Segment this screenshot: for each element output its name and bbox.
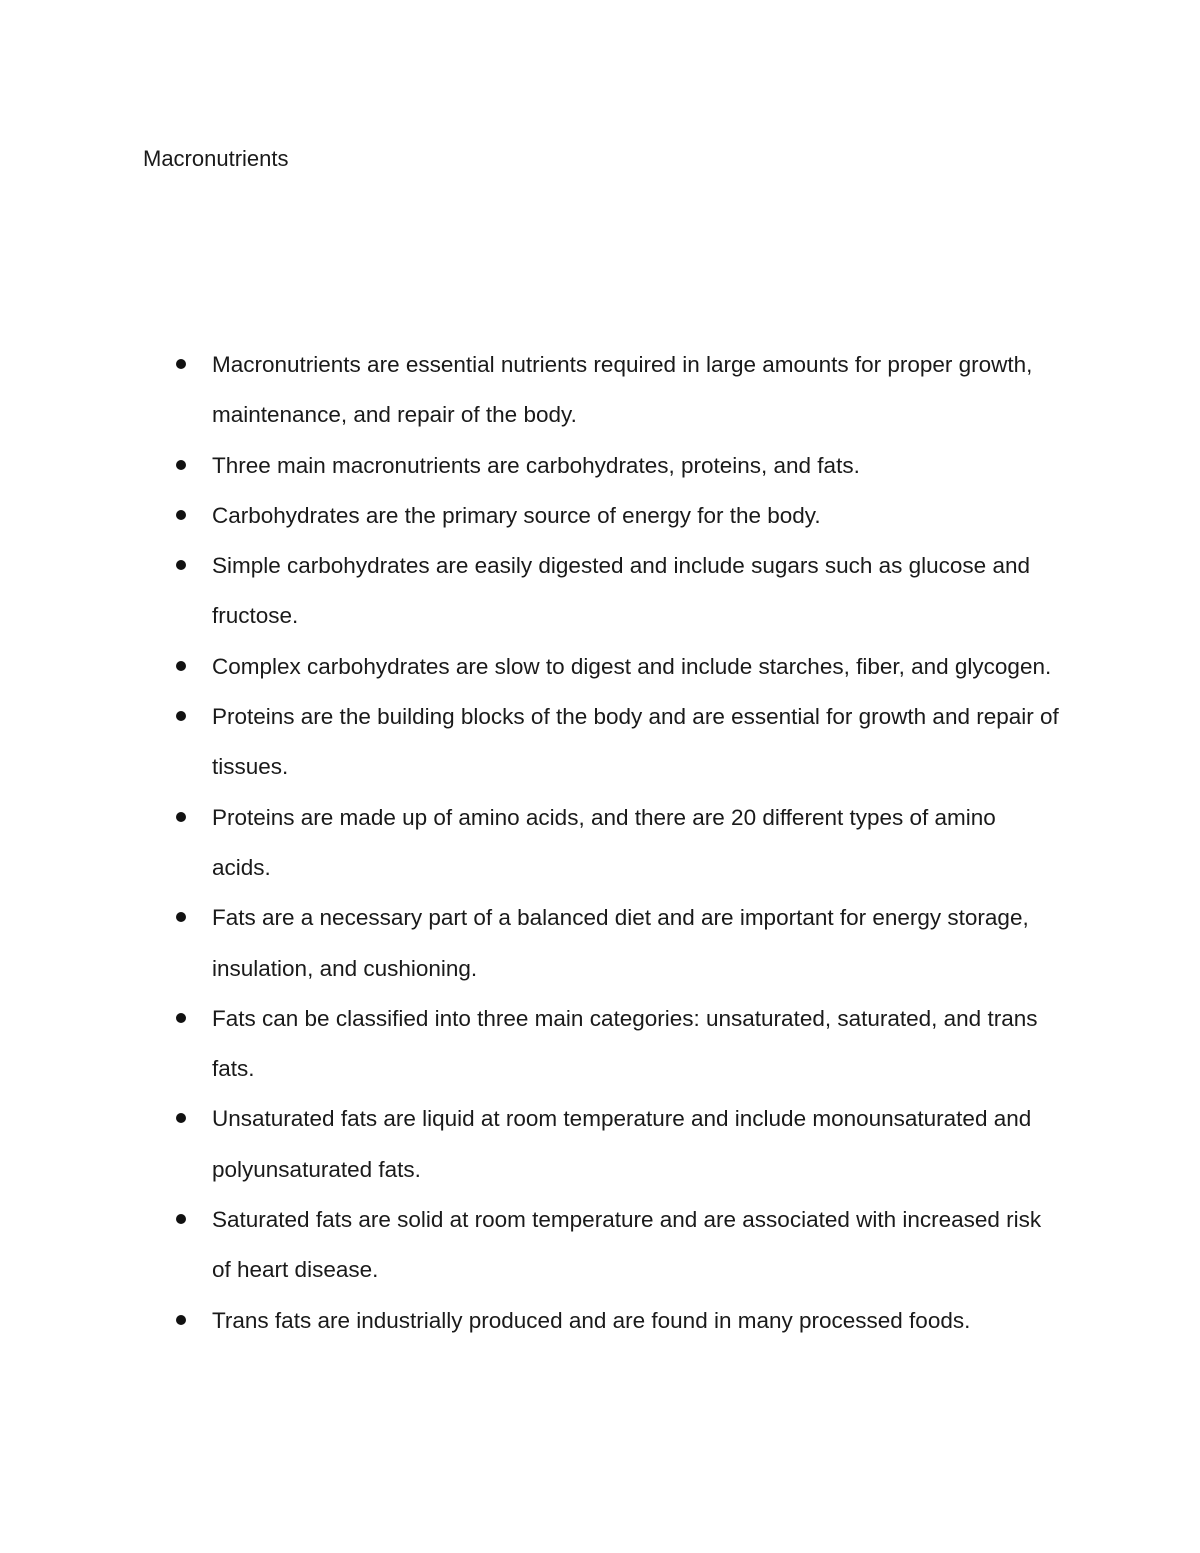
list-item bbox=[0, 793, 1200, 894]
list-item bbox=[0, 441, 1200, 491]
list-item bbox=[0, 1094, 1200, 1195]
list-item bbox=[0, 340, 1200, 441]
list-item-text: Complex carbohydrates are slow to digest and include starches, fiber, and glycogen. bbox=[212, 653, 1052, 679]
page-title: Macronutrients bbox=[143, 146, 289, 171]
list-item bbox=[0, 491, 1200, 541]
bullet-icon bbox=[176, 510, 186, 520]
list-item-text: Fats can be classified into three main categories: unsaturated, saturated, and trans fats. bbox=[212, 1005, 1038, 1082]
bullet-icon bbox=[176, 1013, 186, 1023]
bullet-icon bbox=[176, 1315, 186, 1325]
list-item-text: Three main macronutrients are carbohydrates, proteins, and fats. bbox=[212, 452, 860, 478]
list-item-text: Proteins are the building blocks of the body and are essential for growth and repair of tissues. bbox=[212, 704, 1059, 780]
list-item-text: Unsaturated fats are liquid at room temperature and include monounsaturated and polyunsaturated fats. bbox=[212, 1106, 1032, 1182]
bullet-icon bbox=[176, 812, 186, 822]
list-item-text: Macronutrients are essential nutrients required in large amounts for proper growth, maintenance, and repair of the body. bbox=[212, 352, 1033, 428]
bullet-icon bbox=[176, 560, 186, 570]
bullet-icon bbox=[176, 1113, 186, 1123]
list-item-text: Proteins are made up of amino acids, and there are 20 different types of amino acids. bbox=[212, 804, 996, 880]
bullet-icon bbox=[176, 912, 186, 922]
list-item-text: Saturated fats are solid at room temperature and are associated with increased risk of heart disease. bbox=[212, 1207, 1042, 1283]
list-item bbox=[0, 994, 1200, 1095]
list-item bbox=[0, 893, 1200, 994]
bullet-icon bbox=[176, 359, 186, 369]
bullet-icon bbox=[176, 661, 186, 671]
list-item bbox=[0, 1195, 1200, 1296]
list-item-text: Simple carbohydrates are easily digested and include sugars such as glucose and fructose. bbox=[212, 553, 1030, 629]
list-item bbox=[0, 692, 1200, 793]
bullet-icon bbox=[176, 460, 186, 470]
bullet-icon bbox=[176, 1214, 186, 1224]
list-item bbox=[0, 642, 1200, 692]
list-item-text: Carbohydrates are the primary source of energy for the body. bbox=[212, 502, 821, 528]
bullet-icon bbox=[176, 711, 186, 721]
list-item-text: Fats are a necessary part of a balanced diet and are important for energy storage, insulation, and cushioning. bbox=[212, 905, 1029, 981]
bullet-list bbox=[0, 340, 1200, 1346]
list-item-text: Trans fats are industrially produced and are found in many processed foods. bbox=[212, 1307, 971, 1333]
list-item bbox=[0, 1296, 1200, 1346]
list-item bbox=[0, 541, 1200, 642]
